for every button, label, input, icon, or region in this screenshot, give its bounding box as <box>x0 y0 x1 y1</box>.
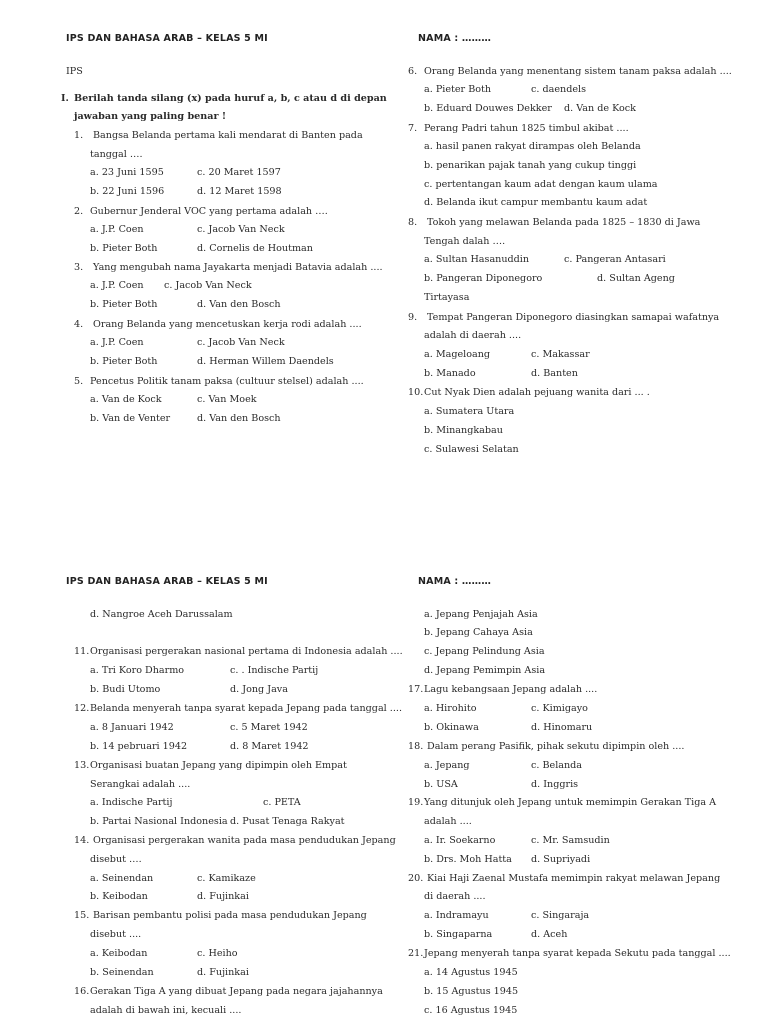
header-title: IPS DAN BAHASA ARAB – KELAS 5 MI <box>66 576 268 587</box>
option-a: a. Sumatera Utara <box>424 406 515 417</box>
question-number: 16. <box>74 986 90 997</box>
question-number: 15. <box>74 910 90 921</box>
question-text: tanggal …. <box>90 149 143 160</box>
option-b: b. Seinendan <box>90 967 154 978</box>
option-a: a. 8 Januari 1942 <box>90 722 174 733</box>
question-number: 10. <box>408 387 424 398</box>
question-text: adalah .... <box>424 816 472 827</box>
option-d: d. Aceh <box>531 929 568 940</box>
option-d: d. Nangroe Aceh Darussalam <box>90 609 233 620</box>
option-b: b. Pieter Both <box>90 243 158 254</box>
option-d: d. Jong Java <box>230 684 288 695</box>
question-number: 1. <box>74 130 84 141</box>
question-text: Orang Belanda yang mencetuskan kerja rodi adalah .... <box>93 319 362 330</box>
option-d: d. Fujinkai <box>197 891 249 902</box>
question-number: 19. <box>408 797 424 808</box>
option-c: c. Kimigayo <box>531 703 588 714</box>
option-c: c. 5 Maret 1942 <box>230 722 308 733</box>
question-text: Organisasi pergerakan wanita pada masa pendudukan Jepang <box>93 835 396 846</box>
option-a: a. Jepang <box>424 760 470 771</box>
option-d: d. Banten <box>531 368 578 379</box>
question-number: 5. <box>74 376 84 387</box>
option-d: d. Hinomaru <box>531 722 593 733</box>
option-d: d. Inggris <box>531 779 579 790</box>
option-b: b. Budi Utomo <box>90 684 161 695</box>
question-text: Dalam perang Pasifik, pihak sekutu dipimpin oleh .... <box>427 741 685 752</box>
option-b: b. Singaparna <box>424 929 493 940</box>
question-text: Orang Belanda yang menentang sistem tanam paksa adalah .... <box>424 66 732 77</box>
option-b: b. Partai Nasional Indonesia <box>90 816 228 827</box>
option-b: b. penarikan pajak tanah yang cukup tinggi <box>424 160 637 171</box>
option-a: a. hasil panen rakyat dirampas oleh Belanda <box>424 141 641 152</box>
section-title: IPS <box>66 66 83 77</box>
option-a: a. J.P. Coen <box>90 337 144 348</box>
question-text: Lagu kebangsaan Jepang adalah .... <box>424 684 598 695</box>
option-a: a. Hirohito <box>424 703 477 714</box>
option-d: d. 8 Maret 1942 <box>230 741 309 752</box>
option-c: c. Jepang Pelindung Asia <box>424 646 545 657</box>
option-c: c. Kamikaze <box>197 873 256 884</box>
question-number: 2. <box>74 206 84 217</box>
option-d: d. Van de Kock <box>564 103 636 114</box>
option-b: b. Pangeran Diponegoro <box>424 273 543 284</box>
option-c: c. 20 Maret 1597 <box>197 167 281 178</box>
option-a: a. Sultan Hasanuddin <box>424 254 530 265</box>
option-b: b. Pieter Both <box>90 299 158 310</box>
instruction-line: Berilah tanda silang (x) pada huruf a, b, c atau d di depan <box>74 93 387 104</box>
option-c: c. Mr. Samsudin <box>531 835 610 846</box>
option-a: a. Tri Koro Dharmo <box>90 665 185 676</box>
option-d-cont: Tirtayasa <box>424 292 470 303</box>
instruction-line: jawaban yang paling benar ! <box>74 111 227 122</box>
option-a: a. J.P. Coen <box>90 224 144 235</box>
option-b: b. Eduard Douwes Dekker <box>424 103 552 114</box>
option-d: d. Cornelis de Houtman <box>197 243 313 254</box>
option-a: a. Seinendan <box>90 873 154 884</box>
question-text: Serangkai adalah .... <box>90 779 191 790</box>
instruction-number: I. <box>61 93 69 104</box>
question-text: Tokoh yang melawan Belanda pada 1825 – 1830 di Jawa <box>427 217 701 228</box>
question-number: 7. <box>408 123 418 134</box>
question-text: Pencetus Politik tanam paksa (cultuur stelsel) adalah .... <box>90 376 364 387</box>
option-d: d. Van den Bosch <box>197 413 281 424</box>
question-number: 14. <box>74 835 90 846</box>
option-a: a. 14 Agustus 1945 <box>424 967 518 978</box>
question-text: di daerah .... <box>424 891 486 902</box>
option-b: b. Keibodan <box>90 891 148 902</box>
option-c: c. Van Moek <box>197 394 257 405</box>
option-a: a. Jepang Penjajah Asia <box>424 609 538 620</box>
option-c: c. Sulawesi Selatan <box>424 444 519 455</box>
option-b: b. Van de Venter <box>90 413 171 424</box>
option-d: d. Van den Bosch <box>197 299 281 310</box>
option-d: d. Fujinkai <box>197 967 249 978</box>
question-number: 11. <box>74 646 90 657</box>
option-c: c. Jacob Van Neck <box>164 280 252 291</box>
option-b: b. Jepang Cahaya Asia <box>424 627 533 638</box>
question-number: 6. <box>408 66 418 77</box>
question-text: Perang Padri tahun 1825 timbul akibat .... <box>424 123 629 134</box>
option-a: a. 23 Juni 1595 <box>90 167 164 178</box>
question-text: Gerakan Tiga A yang dibuat Jepang pada negara jajahannya <box>90 986 383 997</box>
question-text: Gubernur Jenderal VOC yang pertama adalah …. <box>90 206 328 217</box>
option-b: b. USA <box>424 779 458 790</box>
option-d: d. Sultan Ageng <box>597 273 675 284</box>
option-d: d. Supriyadi <box>531 854 591 865</box>
option-a: a. J.P. Coen <box>90 280 144 291</box>
option-c: c. Pangeran Antasari <box>564 254 666 265</box>
name-field-label: NAMA : ……… <box>418 33 492 44</box>
option-b: b. Drs. Moh Hatta <box>424 854 512 865</box>
option-b: b. Manado <box>424 368 476 379</box>
option-c: c. Makassar <box>531 349 590 360</box>
question-text: Organisasi buatan Jepang yang dipimpin oleh Empat <box>90 760 347 771</box>
option-c: c. daendels <box>531 84 587 95</box>
question-text: Kiai Haji Zaenal Mustafa memimpin rakyat melawan Jepang <box>427 873 721 884</box>
option-d: d. Jepang Pemimpin Asia <box>424 665 546 676</box>
question-number: 4. <box>74 319 84 330</box>
question-number: 9. <box>408 312 418 323</box>
option-a: a. Keibodan <box>90 948 148 959</box>
question-text: Belanda menyerah tanpa syarat kepada Jepang pada tanggal .... <box>90 703 402 714</box>
option-a: a. Indische Partij <box>90 797 173 808</box>
question-text: disebut …. <box>90 854 142 865</box>
option-d: d. Pusat Tenaga Rakyat <box>230 816 345 827</box>
option-b: b. 22 Juni 1596 <box>90 186 165 197</box>
option-c: c. . Indische Partij <box>230 665 319 676</box>
question-number: 21. <box>408 948 424 959</box>
option-a: a. Indramayu <box>424 910 489 921</box>
question-number: 20. <box>408 873 424 884</box>
question-text: disebut .... <box>90 929 142 940</box>
option-b: b. 15 Agustus 1945 <box>424 986 519 997</box>
question-number: 8. <box>408 217 418 228</box>
question-text: Yang ditunjuk oleh Jepang untuk memimpin Gerakan Tiga A <box>424 797 717 808</box>
option-b: b. Okinawa <box>424 722 479 733</box>
question-text: adalah di daerah .... <box>424 330 522 341</box>
option-c: c. 16 Agustus 1945 <box>424 1005 518 1016</box>
question-text: Jepang menyerah tanpa syarat kepada Sekutu pada tanggal .... <box>424 948 731 959</box>
option-b: b. Pieter Both <box>90 356 158 367</box>
option-a: a. Pieter Both <box>424 84 492 95</box>
option-d: d. 12 Maret 1598 <box>197 186 282 197</box>
question-number: 12. <box>74 703 90 714</box>
option-c: c. Jacob Van Neck <box>197 337 285 348</box>
option-c: c. Heiho <box>197 948 238 959</box>
question-text: Bangsa Belanda pertama kali mendarat di Banten pada <box>93 130 363 141</box>
question-text: Yang mengubah nama Jayakarta menjadi Batavia adalah .... <box>93 262 383 273</box>
option-a: a. Mageloang <box>424 349 491 360</box>
option-c: c. Belanda <box>531 760 583 771</box>
option-c: c. pertentangan kaum adat dengan kaum ulama <box>424 179 658 190</box>
question-text: Tempat Pangeran Diponegoro diasingkan samapai wafatnya <box>427 312 720 323</box>
name-field-label: NAMA : ……… <box>418 576 492 587</box>
header-title: IPS DAN BAHASA ARAB – KELAS 5 MI <box>66 33 268 44</box>
question-text: adalah di bawah ini, kecuali .... <box>90 1005 242 1016</box>
option-a: a. Ir. Soekarno <box>424 835 496 846</box>
option-d: d. Belanda ikut campur membantu kaum adat <box>424 197 648 208</box>
option-c: c. Jacob Van Neck <box>197 224 285 235</box>
question-number: 3. <box>74 262 84 273</box>
question-text: Cut Nyak Dien adalah pejuang wanita dari ... . <box>424 387 650 398</box>
option-d: d. Herman Willem Daendels <box>197 356 334 367</box>
question-number: 17. <box>408 684 424 695</box>
question-text: Barisan pembantu polisi pada masa pendudukan Jepang <box>93 910 367 921</box>
question-number: 13. <box>74 760 90 771</box>
option-b: b. Minangkabau <box>424 425 503 436</box>
question-text: Tengah dalah …. <box>424 236 506 247</box>
option-c: c. Singaraja <box>531 910 590 921</box>
question-text: Organisasi pergerakan nasional pertama di Indonesia adalah .... <box>90 646 403 657</box>
option-c: c. PETA <box>263 797 301 808</box>
option-b: b. 14 pebruari 1942 <box>90 741 188 752</box>
question-number: 18. <box>408 741 424 752</box>
option-a: a. Van de Kock <box>90 394 162 405</box>
